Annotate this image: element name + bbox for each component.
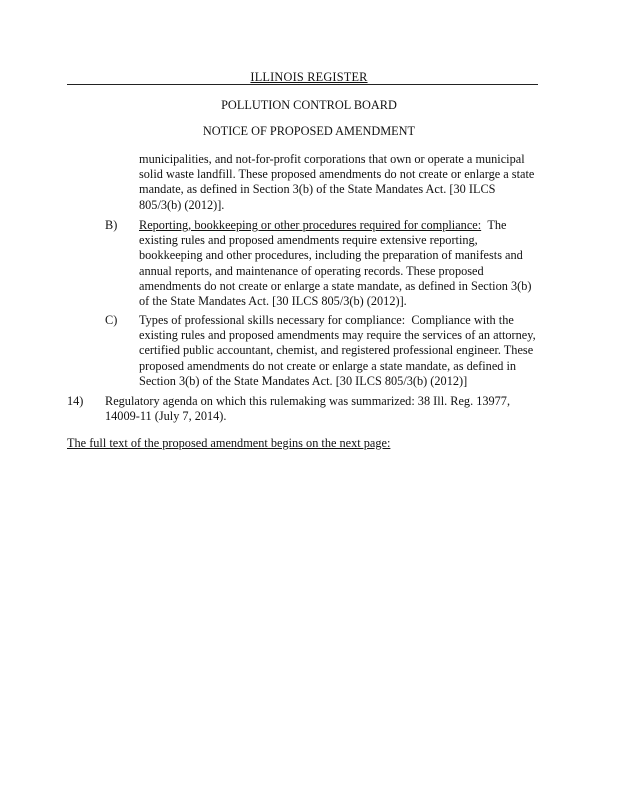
item-b-body (139, 218, 539, 309)
notice-title: NOTICE OF PROPOSED AMENDMENT (202, 124, 416, 138)
section-14-label: 14) (67, 394, 84, 408)
section-14-text: Regulatory agenda on which this rulemaking was summarized: 38 Ill. Reg. 13977, 14009-11 (July 7, 2014). (105, 394, 511, 424)
item-c-label: C) (105, 313, 118, 327)
agency-name: POLLUTION CONTROL BOARD (221, 98, 397, 112)
item-c-heading: Types of professional skills necessary for compliance: (139, 313, 406, 327)
continued-paragraph: municipalities, and not-for-profit corporations that own or operate a municipal solid waste landfill. These proposed amendments do not create or enlarge a state mandate, as defined in Section 3(b) of the State Mandates Act. [30 ILCS 805/3(b) (2012)]. (139, 152, 535, 212)
item-b-text: The existing rules and proposed amendments require extensive reporting, bookkeeping and other procedures, including the preparation of manifests and annual reports, and maintenance of operating records. These proposed amendments do not create or enlarge a state mandate, as defined in Section 3(b) of the State Mandates Act. [30 ILCS 805/3(b) (2012)]. (139, 218, 532, 309)
closing-line: The full text of the proposed amendment begins on the next page: (67, 436, 391, 450)
header-rule (67, 84, 538, 85)
item-c-text: Compliance with the existing rules and proposed amendments may require the services of an attorney, certified public accountant, chemist, and registered professional engineer. These proposed amendments do not create or enlarge a state mandate, as defined in Section 3(b) of the State Mandates Act. [30 ILCS 805/3(b) (2012)] (139, 313, 536, 388)
item-b-label: B) (105, 218, 118, 232)
item-b-heading: Reporting, bookkeeping or other procedures required for compliance: (139, 218, 482, 232)
register-title: ILLINOIS REGISTER (250, 70, 368, 84)
item-c-body (139, 313, 539, 389)
